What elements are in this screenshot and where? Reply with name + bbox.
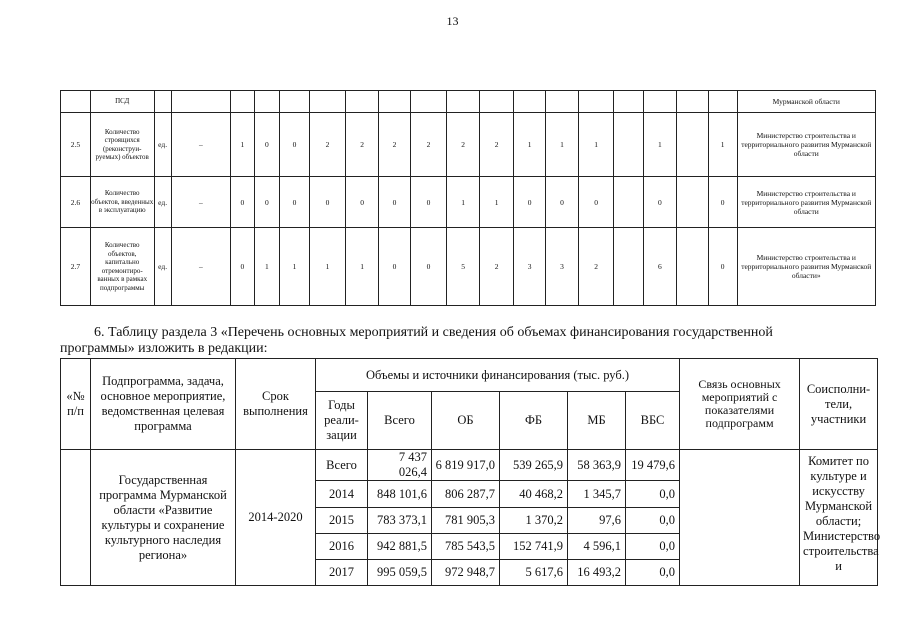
value-cell: 3 xyxy=(514,228,546,306)
value-cell xyxy=(676,177,708,228)
value-cell: 1 xyxy=(447,177,480,228)
table-header-row xyxy=(61,359,878,392)
value-cell: 0 xyxy=(708,177,737,228)
value-cell xyxy=(676,113,708,177)
fb-cell: 1 370,2 xyxy=(500,508,568,534)
col-header-years: Годы реали-зации xyxy=(316,392,368,450)
value-cell: 1 xyxy=(546,113,579,177)
total-cell: 848 101,6 xyxy=(368,481,432,508)
value-cell: 0 xyxy=(708,228,737,306)
col-header-fb: ФБ xyxy=(500,392,568,450)
financing-table xyxy=(60,358,881,586)
value-cell: 0 xyxy=(280,113,310,177)
col-header-total: Всего xyxy=(368,392,432,450)
col-header-vbs: ВБС xyxy=(626,392,680,450)
value-cell: 1 xyxy=(643,113,676,177)
value-cell: 0 xyxy=(546,177,579,228)
fb-cell: 5 617,6 xyxy=(500,560,568,586)
value-cell: 0 xyxy=(254,177,280,228)
page-number: 13 xyxy=(446,14,459,28)
value-cell: 0 xyxy=(231,228,254,306)
value-cell: 2 xyxy=(480,113,514,177)
ob-cell: 785 543,5 xyxy=(432,534,500,560)
value-cell: 1 xyxy=(708,113,737,177)
paragraph-line: 6. Таблицу раздела 3 «Перечень основных мероприятий и сведения об объемах финансирования государственной xyxy=(94,325,773,340)
value-cell: 2 xyxy=(447,113,480,177)
vbs-cell: 0,0 xyxy=(626,481,680,508)
value-cell: 0 xyxy=(579,177,614,228)
value-cell: 6 xyxy=(643,228,676,306)
row-number: 2.5 xyxy=(61,113,91,177)
value-cell: 2 xyxy=(480,228,514,306)
indicators-table xyxy=(60,90,876,306)
year-cell: 2017 xyxy=(316,560,368,586)
responsible-cell: Министерство строительства и территориального развития Мурманской области xyxy=(737,113,875,177)
value-cell: 0 xyxy=(410,228,446,306)
value-cell: 2 xyxy=(379,113,411,177)
value-cell xyxy=(614,177,644,228)
value-cell: 2 xyxy=(309,113,345,177)
value-cell: 1 xyxy=(579,113,614,177)
value-cell xyxy=(614,113,644,177)
year-cell: 2016 xyxy=(316,534,368,560)
total-cell: 942 881,5 xyxy=(368,534,432,560)
col-header-program: Подпрограмма, задача, основное мероприятие, ведомственная целевая программа xyxy=(91,359,236,450)
col-header-mb: МБ xyxy=(568,392,626,450)
mb-cell: 4 596,1 xyxy=(568,534,626,560)
col-header-participants: Соисполни-тели, участники xyxy=(800,359,878,450)
value-cell: 1 xyxy=(346,228,379,306)
col-header-num: «№ п/п xyxy=(61,359,91,450)
row-number xyxy=(61,450,91,586)
program-name: Государственная программа Мурманской области «Развитие культуры и сохранение культурного наследия региона» xyxy=(91,450,236,586)
value-cell: 2 xyxy=(579,228,614,306)
value-cell: 1 xyxy=(254,228,280,306)
value-cell: 0 xyxy=(231,177,254,228)
year-cell: 2015 xyxy=(316,508,368,534)
value-cell: 1 xyxy=(480,177,514,228)
unit-cell: ед. xyxy=(154,113,171,177)
value-cell: 0 xyxy=(346,177,379,228)
base-cell: – xyxy=(171,113,231,177)
value-cell: 3 xyxy=(546,228,579,306)
ob-cell: 972 948,7 xyxy=(432,560,500,586)
unit-cell: ед. xyxy=(154,228,171,306)
col-header-financing: Объемы и источники финансирования (тыс. руб.) xyxy=(316,359,680,392)
mb-cell: 1 345,7 xyxy=(568,481,626,508)
table-row xyxy=(61,91,876,113)
mb-cell: 97,6 xyxy=(568,508,626,534)
vbs-cell: 0,0 xyxy=(626,508,680,534)
base-cell: – xyxy=(171,228,231,306)
value-cell: 0 xyxy=(379,177,411,228)
table-row xyxy=(61,450,878,481)
vbs-cell: 0,0 xyxy=(626,560,680,586)
row-label: Количество объектов, введенных в эксплуатацию xyxy=(90,177,154,228)
fb-cell: 539 265,9 xyxy=(500,450,568,481)
mb-cell: 16 493,2 xyxy=(568,560,626,586)
value-cell xyxy=(676,228,708,306)
mb-cell: 58 363,9 xyxy=(568,450,626,481)
link-cell xyxy=(680,450,800,586)
value-cell: 0 xyxy=(254,113,280,177)
participants-cell: Комитет по культуре и искусству Мурманской области; Министерство строительства и xyxy=(800,450,878,586)
table-row xyxy=(61,177,876,228)
value-cell: 0 xyxy=(643,177,676,228)
amendment-paragraph xyxy=(60,325,880,357)
value-cell: 0 xyxy=(514,177,546,228)
row-label: Количество объектов, капитально отремонтиро-ванных в рамках подпрограммы xyxy=(90,228,154,306)
value-cell: 0 xyxy=(280,177,310,228)
value-cell xyxy=(614,228,644,306)
value-cell: 5 xyxy=(447,228,480,306)
base-cell: – xyxy=(171,177,231,228)
value-cell: 0 xyxy=(410,177,446,228)
value-cell: 2 xyxy=(410,113,446,177)
responsible-cell: Министерство строительства и территориального развития Мурманской области xyxy=(737,177,875,228)
ob-cell: 806 287,7 xyxy=(432,481,500,508)
col-header-link: Связь основных мероприятий с показателями подпрограмм xyxy=(680,359,800,450)
value-cell: 1 xyxy=(280,228,310,306)
year-cell: Всего xyxy=(316,450,368,481)
value-cell: 0 xyxy=(309,177,345,228)
table-row xyxy=(61,228,876,306)
row-label: ПСД xyxy=(90,91,154,113)
ob-cell: 781 905,3 xyxy=(432,508,500,534)
fb-cell: 152 741,9 xyxy=(500,534,568,560)
vbs-cell: 19 479,6 xyxy=(626,450,680,481)
value-cell: 1 xyxy=(309,228,345,306)
paragraph-line: программы» изложить в редакции: xyxy=(60,341,268,356)
ob-cell: 6 819 917,0 xyxy=(432,450,500,481)
value-cell: 2 xyxy=(346,113,379,177)
row-number: 2.7 xyxy=(61,228,91,306)
value-cell: 0 xyxy=(379,228,411,306)
year-cell: 2014 xyxy=(316,481,368,508)
row-number: 2.6 xyxy=(61,177,91,228)
total-cell: 783 373,1 xyxy=(368,508,432,534)
term-cell: 2014-2020 xyxy=(236,450,316,586)
vbs-cell: 0,0 xyxy=(626,534,680,560)
total-cell: 995 059,5 xyxy=(368,560,432,586)
fb-cell: 40 468,2 xyxy=(500,481,568,508)
unit-cell: ед. xyxy=(154,177,171,228)
responsible-cell: Мурманской области xyxy=(737,91,875,113)
total-cell: 7 437 026,4 xyxy=(368,450,432,481)
col-header-ob: ОБ xyxy=(432,392,500,450)
col-header-term: Срок выполнения xyxy=(236,359,316,450)
row-label: Количество строящихся (реконструи-руемых) объектов xyxy=(90,113,154,177)
responsible-cell: Министерство строительства и территориального развития Мурманской области» xyxy=(737,228,875,306)
value-cell: 1 xyxy=(514,113,546,177)
value-cell: 1 xyxy=(231,113,254,177)
table-row xyxy=(61,113,876,177)
